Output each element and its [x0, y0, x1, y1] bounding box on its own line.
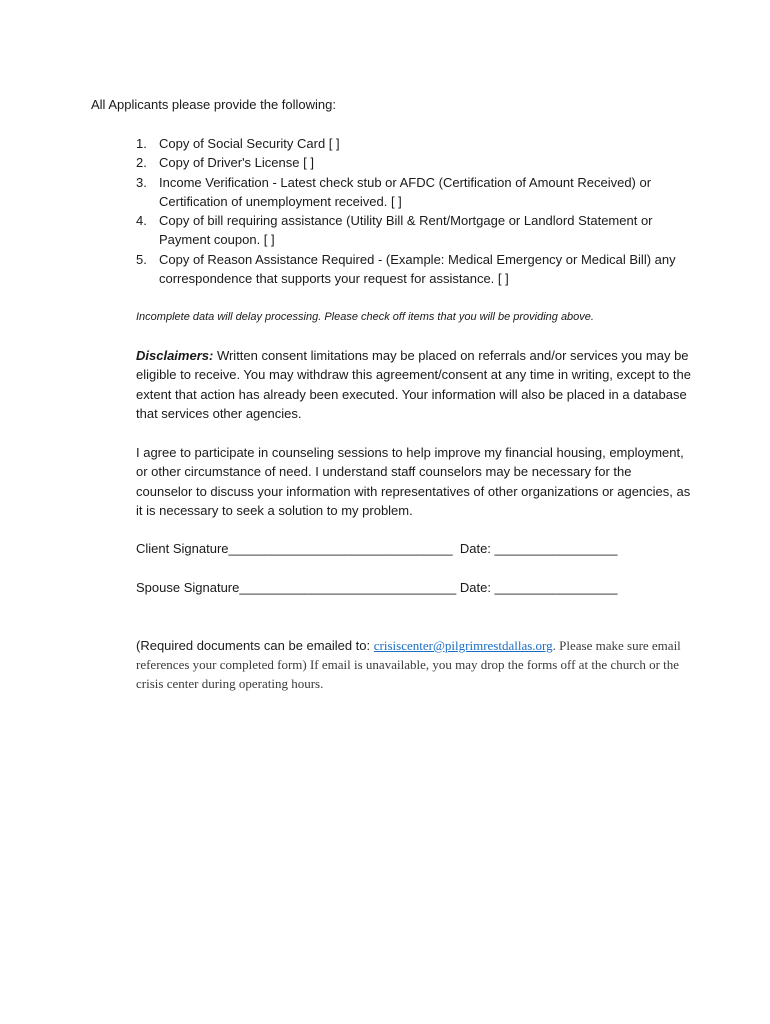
item-number: 3. — [136, 174, 147, 190]
item-text: Income Verification - Latest check stub or AFDC (Certification of Amount Received) or Certification of unemployment received. [ ] — [159, 174, 652, 209]
requirements-list — [136, 134, 696, 288]
processing-note: Incomplete data will delay processing. Please check off items that you will be providing above. — [136, 311, 594, 323]
list-item — [136, 134, 696, 153]
item-number: 2. — [136, 155, 147, 171]
email-note-prefix: (Required documents can be emailed to: — [136, 638, 374, 653]
list-item — [136, 211, 696, 250]
list-item — [136, 173, 696, 212]
list-item — [136, 153, 696, 172]
intro-text: All Applicants please provide the following: — [91, 97, 336, 112]
disclaimer-paragraph — [136, 346, 691, 423]
list-item — [136, 250, 696, 289]
item-text: Copy of Reason Assistance Required - (Example: Medical Emergency or Medical Bill) any correspondence that supports your request for assistance. [ ] — [159, 251, 676, 287]
item-text: Copy of Social Security Card [ ] — [159, 136, 340, 151]
disclaimer-heading: Disclaimers: — [136, 348, 214, 363]
email-note-suffix: . Please make sure email references your completed form) If email is unavailable, you may drop the forms off at the church or the crisis center during operating hours. — [136, 638, 681, 691]
agreement-paragraph: I agree to participate in counseling sessions to help improve my financial housing, employment, or other circumstance of need. I understand staff counselors may be necessary for the counselor to discuss your information with representatives of other organizations or agencies, as it is necessary to seek a solution to my problem. — [136, 445, 691, 518]
item-number: 5. — [136, 251, 147, 267]
item-number: 1. — [136, 136, 147, 151]
email-link[interactable]: crisiscenter@pilgrimrestdallas.org — [373, 638, 553, 653]
disclaimer-text: Written consent limitations may be placed on referrals and/or services you may be eligible to receive. You may withdraw this agreement/consent at any time in writing, except to the extent that action has already been executed. Your information will also be placed in a database that services other agencies. — [136, 348, 691, 421]
item-text: Copy of Driver's License [ ] — [159, 155, 314, 171]
spouse-signature-line: Spouse Signature______________________________ Date: _________________ — [136, 580, 618, 595]
item-number: 4. — [136, 213, 147, 229]
item-text: Copy of bill requiring assistance (Utility Bill & Rent/Mortgage or Landlord Statement or Payment coupon. [ ] — [159, 213, 653, 248]
email-instructions — [136, 636, 696, 693]
client-signature-line: Client Signature_______________________________ Date: _________________ — [136, 541, 618, 556]
